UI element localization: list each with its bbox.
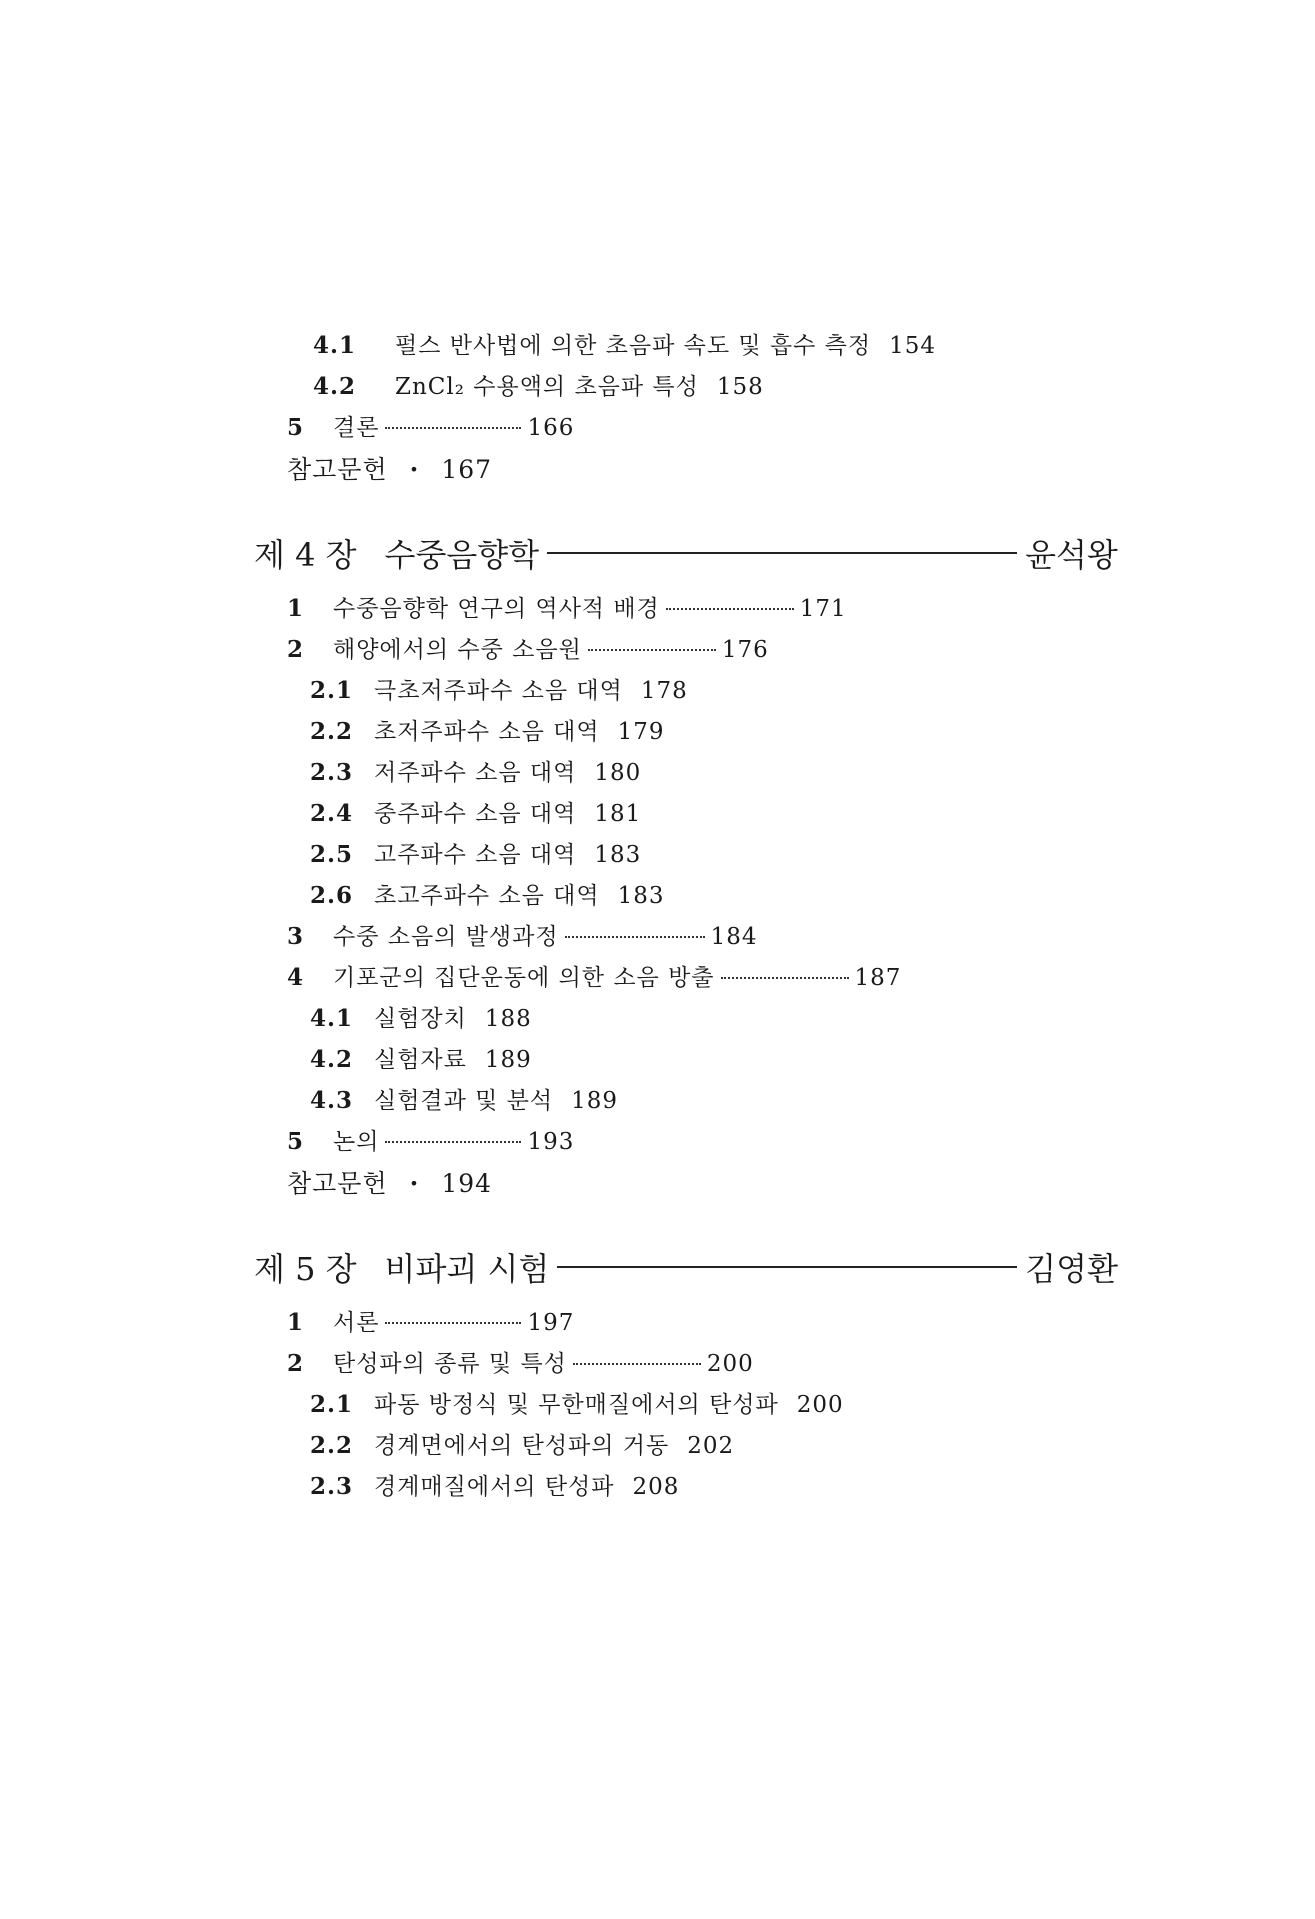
chapter-5-heading: 제 5 장 비파괴 시험 김영환 [254,1250,1119,1288]
toc-entry-4-2-2: 2.2 초저주파수 소음 대역 179 [310,718,665,745]
leader-dots [573,1363,701,1365]
bullet: · [409,455,420,484]
toc-entry-4-4-1: 4.1 실험장치 188 [310,1005,532,1032]
toc-references-4: 참고문헌 · 194 [287,1169,493,1198]
chapter-rule [557,1266,1017,1268]
toc-entry-4-4: 4 기포군의 집단운동에 의한 소음 방출 187 [287,964,902,991]
leader-dots [721,977,849,979]
toc-entry-4-5: 5 논의 193 [287,1128,575,1155]
toc-references-prev: 참고문헌 · 167 [287,455,493,484]
toc-entry-4-1: 1 수중음향학 연구의 역사적 배경 171 [287,595,847,622]
toc-entry-4-2-5: 2.5 고주파수 소음 대역 183 [310,841,642,868]
toc-entry-5-prev: 5 결론 166 [287,414,575,441]
leader-dots [565,936,705,938]
toc-entry-4-3: 3 수중 소음의 발생과정 184 [287,923,758,950]
toc-entry-4-2-1: 2.1 극초저주파수 소음 대역 178 [310,677,688,704]
toc-entry-5-2-2: 2.2 경계면에서의 탄성파의 거동 202 [310,1432,735,1459]
toc-entry-5-2-3: 2.3 경계매질에서의 탄성파 208 [310,1473,680,1500]
leader-dots [385,427,521,429]
toc-entry-5-1: 1 서론 197 [287,1309,575,1336]
toc-entry-4-2-3: 2.3 저주파수 소음 대역 180 [310,759,642,786]
leader-dots [385,1141,521,1143]
chapter-4-heading: 제 4 장 수중음향학 윤석왕 [254,536,1118,574]
leader-dots [588,649,716,651]
toc-entry-4-2-4: 2.4 중주파수 소음 대역 181 [310,800,642,827]
toc-entry-4-2: 2 해양에서의 수중 소음원 176 [287,636,769,663]
toc-entry-4-2-prev: 4.2 ZnCl₂ 수용액의 초음파 특성 158 [313,373,764,400]
toc-entry-4-4-2: 4.2 실험자료 189 [310,1046,532,1073]
leader-dots [666,608,794,610]
toc-entry-4-2-6: 2.6 초고주파수 소음 대역 183 [310,882,665,909]
toc-entry-5-2: 2 탄성파의 종류 및 특성 200 [287,1350,754,1377]
chapter-rule [547,552,1017,554]
toc-entry-4-1-prev: 4.1 펄스 반사법에 의한 초음파 속도 및 흡수 측정 154 [313,332,937,359]
leader-dots [385,1322,521,1324]
bullet: · [409,1169,420,1198]
toc-entry-5-2-1: 2.1 파동 방정식 및 무한매질에서의 탄성파 200 [310,1391,844,1418]
toc-entry-4-4-3: 4.3 실험결과 및 분석 189 [310,1087,619,1114]
